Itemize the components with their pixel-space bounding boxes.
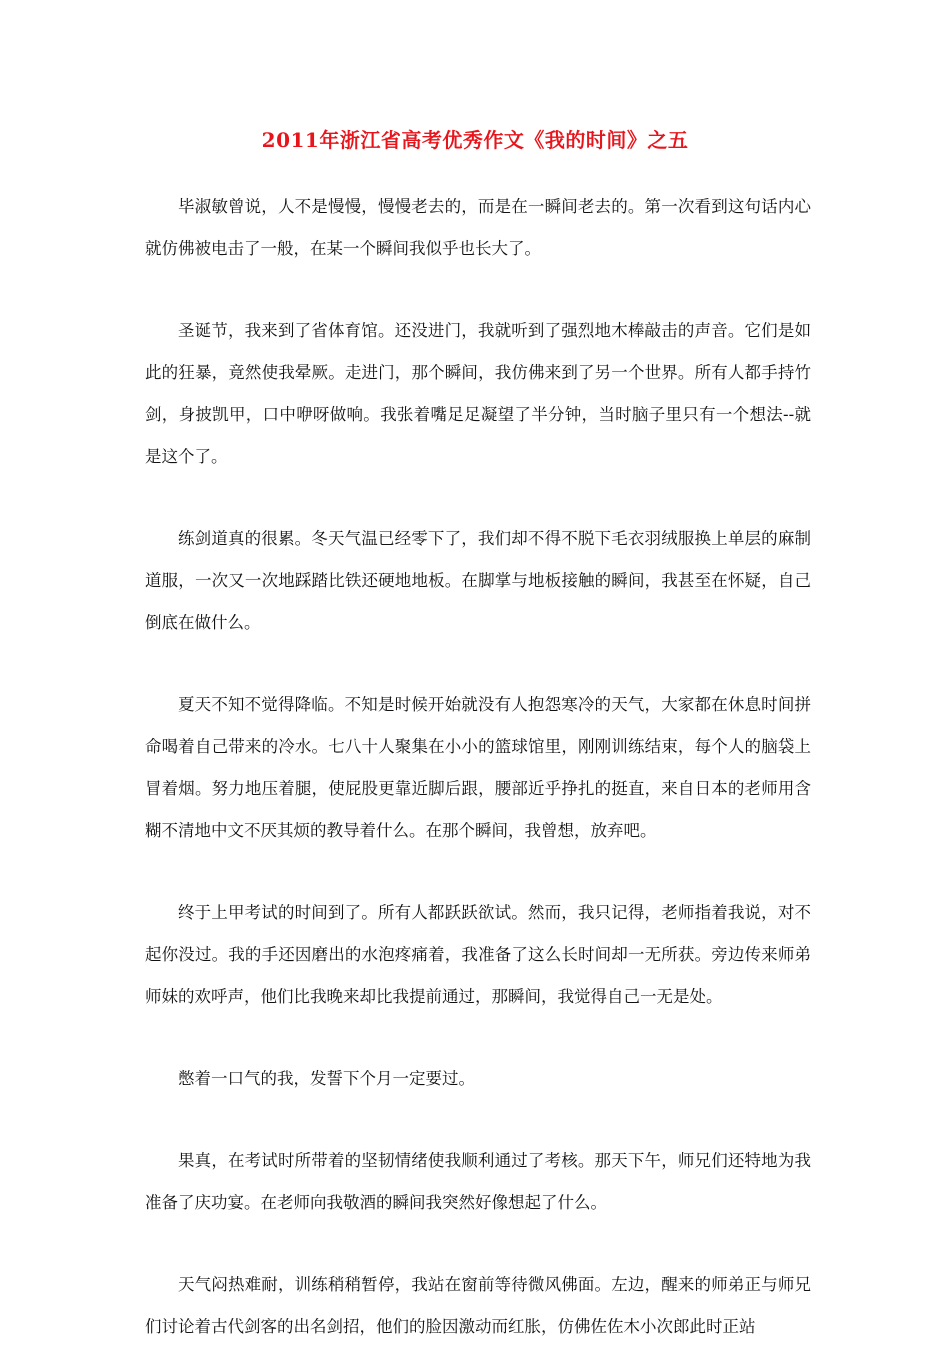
document-title: 2011年浙江省高考优秀作文《我的时间》之五 xyxy=(261,128,689,152)
paragraph: 果真，在考试时所带着的坚韧情绪使我顺利通过了考核。那天下午，师兄们还特地为我准备了庆功宴。在老师向我敬酒的瞬间我突然好像想起了什么。 xyxy=(145,1151,811,1212)
paragraph: 夏天不知不觉得降临。不知是时候开始就没有人抱怨寒冷的天气，大家都在休息时间拼命喝着自己带来的冷水。七八十人聚集在小小的篮球馆里，刚刚训练结束，每个人的脑袋上冒着烟。努力地压着腿，使屁股更靠近脚后跟，腰部近乎挣扎的挺直，来自日本的老师用含糊不清地中文不厌其烦的教导着什么。在那个瞬间，我曾想，放弃吧。 xyxy=(145,695,811,840)
paragraph: 憋着一口气的我，发誓下个月一定要过。 xyxy=(178,1069,475,1088)
paragraph: 终于上甲考试的时间到了。所有人都跃跃欲试。然而，我只记得，老师指着我说，对不起你没过。我的手还因磨出的水泡疼痛着，我准备了这么长时间却一无所获。旁边传来师弟师妹的欢呼声，他们比我晚来却比我提前通过，那瞬间，我觉得自己一无是处。 xyxy=(145,903,811,1006)
document-body xyxy=(145,186,811,1348)
paragraph: 天气闷热难耐，训练稍稍暂停，我站在窗前等待微风佛面。左边，醒来的师弟正与师兄们讨论着古代剑客的出名剑招，他们的脸因激动而红胀，仿佛佐佐木小次郎此时正站 xyxy=(145,1275,811,1336)
paragraph: 毕淑敏曾说，人不是慢慢，慢慢老去的，而是在一瞬间老去的。第一次看到这句话内心就仿佛被电击了一般，在某一个瞬间我似乎也长大了。 xyxy=(145,197,811,258)
paragraph: 练剑道真的很累。冬天气温已经零下了，我们却不得不脱下毛衣羽绒服换上单层的麻制道服，一次又一次地踩踏比铁还硬地地板。在脚掌与地板接触的瞬间，我甚至在怀疑，自己倒底在做什么。 xyxy=(145,529,811,632)
paragraph: 圣诞节，我来到了省体育馆。还没进门，我就听到了强烈地木棒敲击的声音。它们是如此的狂暴，竟然使我晕厥。走进门，那个瞬间，我仿佛来到了另一个世界。所有人都手持竹剑，身披凯甲，口中咿呀做响。我张着嘴足足凝望了半分钟，当时脑子里只有一个想法--就是这个了。 xyxy=(145,321,811,466)
